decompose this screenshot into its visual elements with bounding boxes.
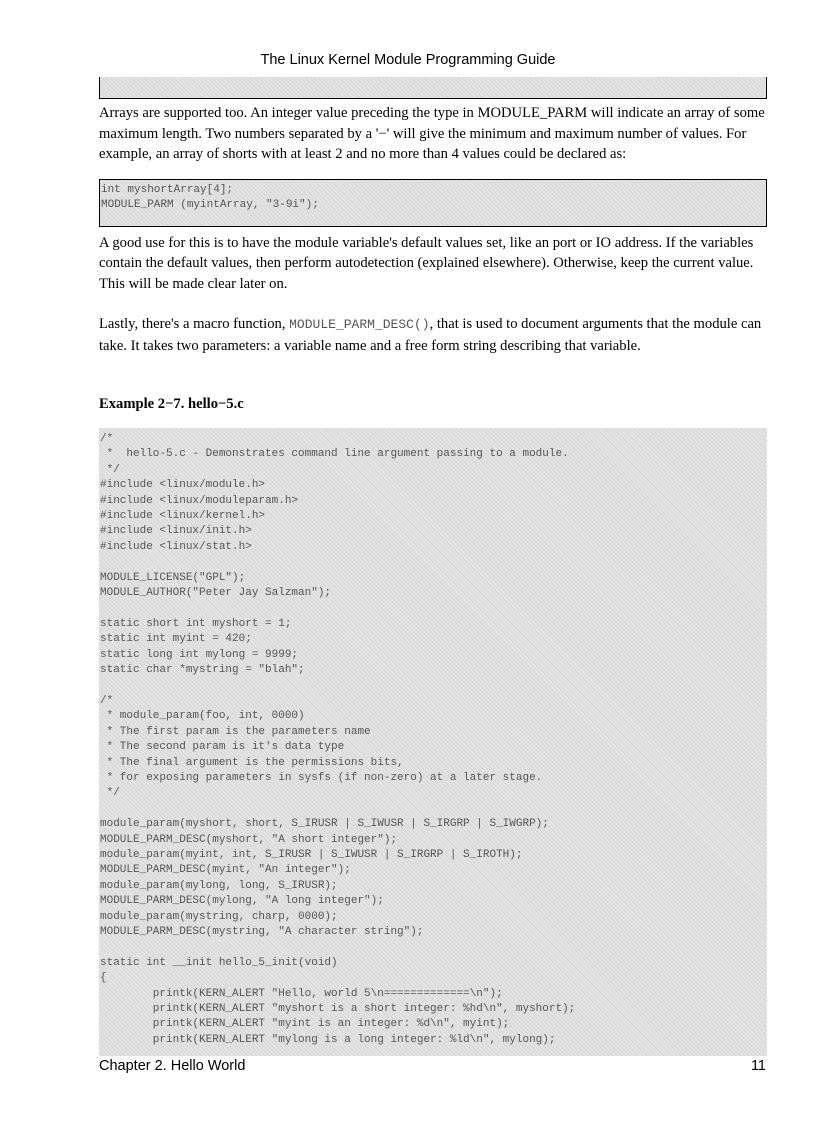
paragraph-text-before: Lastly, there's a macro function, (99, 316, 290, 332)
code-hello-5: /* * hello-5.c - Demonstrates command line argument passing to a module. */ #include <linux/module.h> #include <linux/moduleparam.h> #include <linux/kernel.h> #include <linux/init.h> #include <linux/stat.h> MODULE_LICENSE("GPL"); MODULE_AUTHOR("Peter Jay Salzman"); static short int myshort = 1; static int myint = 420; static long int mylong = 9999; static char *mystring = "blah"; /* * module_param(foo, int, 0000) * The first param is the parameters name * The second param is it's data type * The final argument is the permissions bits, * for exposing parameters in sysfs (if non-zero) at a later stage. */ module_param(myshort, short, S_IRUSR | S_IWUSR | S_IRGRP | S_IWGRP); MODULE_PARM_DESC(myshort, "A short integer"); module_param(myint, int, S_IRUSR | S_IWUSR | S_IRGRP | S_IROTH); MODULE_PARM_DESC(myint, "An integer"); module_param(mylong, long, S_IRUSR); MODULE_PARM_DESC(mylong, "A long integer"); module_param(mystring, charp, 0000); MODULE_PARM_DESC(mystring, "A character string"); static int __init hello_5_init(void) { printk(KERN_ALERT "Hello, world 5\n=============\n"); printk(KERN_ALERT "myshort is a short integer: %hd\n", myshort); printk(KERN_ALERT "myint is an integer: %d\n", myint); printk(KERN_ALERT "mylong is a long integer: %ld\n", mylong); (100, 433, 576, 1046)
paragraph-default-values: A good use for this is to have the module variable's default values set, like an port or IO address. If the variables contain the default values, then perform autodetection (explained elsewhere). Otherwise, keep the current value. This will be made clear later on. (99, 234, 754, 292)
page-content (99, 77, 767, 1056)
footer-page-number: 11 (750, 1058, 766, 1074)
page-header: The Linux Kernel Module Programming Guide (260, 52, 556, 68)
code-block-hello-5 (99, 428, 767, 1056)
code-block-array-example (99, 179, 767, 227)
example-title: Example 2−7. hello−5.c (99, 396, 244, 412)
inline-code-module-parm-desc: MODULE_PARM_DESC() (289, 317, 430, 332)
paragraph-text-after: , that is used to document arguments that the module can take. It takes two parameters: a variable name and a free form string describing that variable. (99, 316, 762, 354)
paragraph-arrays: Arrays are supported too. An integer value preceding the type in MODULE_PARM will indicate an array of some maximum length. Two numbers separated by a '−' will give the minimum and maximum number of values. For example, an array of shorts with at least 2 and no more than 4 values could be declared as: (99, 105, 765, 162)
code-array-example: int myshortArray[4]; MODULE_PARM (myintArray, "3-9i"); (101, 183, 319, 211)
previous-code-block-end (99, 77, 767, 99)
paragraph-module-parm-desc (99, 314, 767, 356)
footer-chapter: Chapter 2. Hello World (99, 1058, 246, 1074)
